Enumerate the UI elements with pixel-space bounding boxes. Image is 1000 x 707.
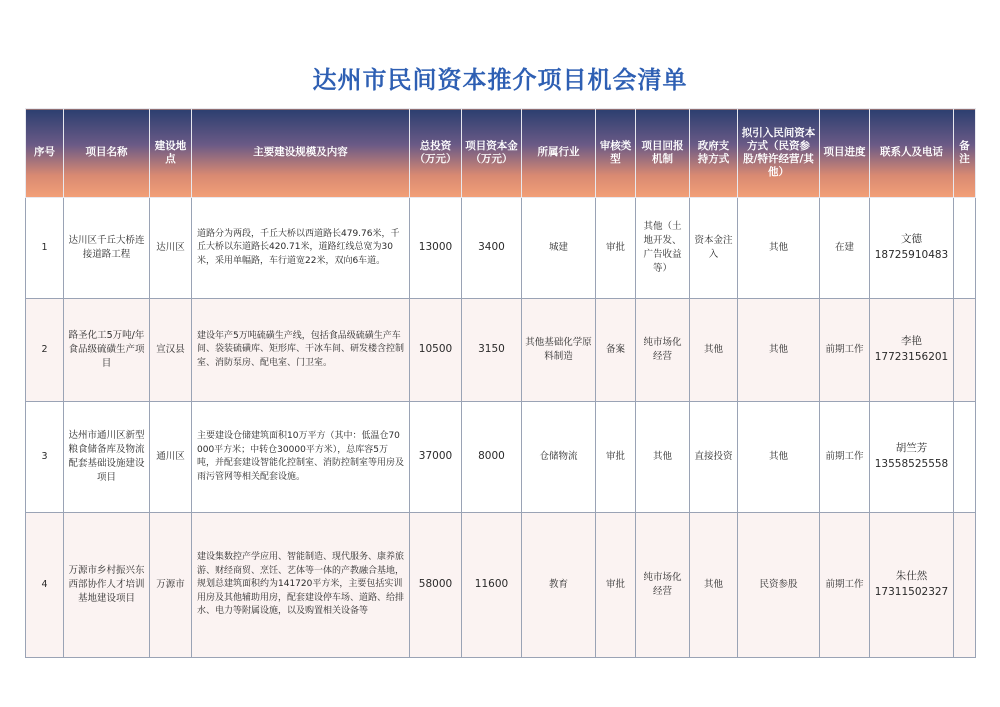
cell-contact: [870, 198, 954, 299]
cell-intro-method: 其他: [738, 402, 820, 513]
cell-remark: [954, 299, 976, 402]
header-name: 项目名称: [64, 109, 150, 198]
cell-contact: [870, 299, 954, 402]
contact-name: 胡竺芳: [895, 442, 928, 455]
cell-progress: 前期工作: [820, 513, 870, 658]
cell-name: 达州市通川区新型粮食储备库及物流配套基础设施建设项目: [64, 402, 150, 513]
cell-scope: 建设年产5万吨硫磺生产线，包括食品级硫磺生产车间、袋装硫磺库、矩形库、干冰车间、研发楼含控制室、消防泵房、配电室、门卫室。: [192, 299, 410, 402]
cell-remark: [954, 198, 976, 299]
cell-location: 宣汉县: [150, 299, 192, 402]
cell-remark: [954, 402, 976, 513]
cell-return-mechanism: 其他（土地开发、广告收益等）: [636, 198, 690, 299]
header-capital: 项目资本金（万元）: [462, 109, 522, 198]
cell-approval: 审批: [596, 198, 636, 299]
project-table: [25, 108, 976, 658]
page-title: 达州市民间资本推介项目机会清单: [312, 66, 688, 94]
contact-name: 朱仕然: [895, 570, 928, 583]
contact-name: 李艳: [901, 335, 922, 348]
cell-remark: [954, 513, 976, 658]
cell-approval: 审批: [596, 402, 636, 513]
cell-contact: [870, 513, 954, 658]
contact-name: 文德: [901, 233, 922, 246]
cell-gov-support: 其他: [690, 299, 738, 402]
cell-name: 万源市乡村振兴东西部协作人才培训基地建设项目: [64, 513, 150, 658]
header-remark: 备注: [954, 109, 976, 198]
contact-phone: 17723156201: [874, 351, 949, 363]
cell-return-mechanism: 纯市场化经营: [636, 299, 690, 402]
contact-phone: 18725910483: [874, 249, 949, 261]
cell-return-mechanism: 其他: [636, 402, 690, 513]
cell-industry: 其他基础化学原料制造: [522, 299, 596, 402]
cell-seq: 2: [26, 299, 64, 402]
cell-return-mechanism: 纯市场化经营: [636, 513, 690, 658]
header-industry: 所属行业: [522, 109, 596, 198]
header-intro-method: 拟引入民间资本方式（民资参股/特许经营/其他）: [738, 109, 820, 198]
header-gov-support: 政府支持方式: [690, 109, 738, 198]
table-row: [26, 513, 976, 658]
table-header-row: [26, 109, 976, 198]
cell-gov-support: 直接投资: [690, 402, 738, 513]
contact-phone: 13558525558: [874, 458, 949, 470]
cell-total-investment: 37000: [410, 402, 462, 513]
cell-progress: 前期工作: [820, 299, 870, 402]
cell-total-investment: 10500: [410, 299, 462, 402]
cell-location: 达川区: [150, 198, 192, 299]
header-progress: 项目进度: [820, 109, 870, 198]
cell-industry: 仓储物流: [522, 402, 596, 513]
table-row: [26, 299, 976, 402]
cell-capital: 3400: [462, 198, 522, 299]
cell-industry: 城建: [522, 198, 596, 299]
cell-gov-support: 其他: [690, 513, 738, 658]
cell-contact: [870, 402, 954, 513]
cell-intro-method: 民资参股: [738, 513, 820, 658]
header-seq: 序号: [26, 109, 64, 198]
cell-seq: 1: [26, 198, 64, 299]
cell-intro-method: 其他: [738, 299, 820, 402]
cell-industry: 教育: [522, 513, 596, 658]
cell-name: 达川区千丘大桥连接道路工程: [64, 198, 150, 299]
header-scope: 主要建设规模及内容: [192, 109, 410, 198]
contact-phone: 17311502327: [874, 586, 949, 598]
cell-scope: 建设集数控产学应用、智能制造、现代服务、康养旅游、财经商贸、烹饪、艺体等一体的产教融合基地，规划总建筑面积约为141720平方米，主要包括实训用房及其他辅助用房，配套建设停车场、道路、给排水、电力等附属设施，以及购置相关设备等: [192, 513, 410, 658]
cell-progress: 前期工作: [820, 402, 870, 513]
cell-seq: 3: [26, 402, 64, 513]
cell-capital: 3150: [462, 299, 522, 402]
cell-location: 万源市: [150, 513, 192, 658]
cell-scope: 主要建设仓储建筑面积10万平方（其中：低温仓70000平方米；中转仓30000平方米），总库容5万吨，并配套建设智能化控制室、消防控制室等用房及雨污管网等相关配套设施。: [192, 402, 410, 513]
cell-name: 路圣化工5万吨/年食品级硫磺生产项目: [64, 299, 150, 402]
cell-approval: 备案: [596, 299, 636, 402]
cell-capital: 8000: [462, 402, 522, 513]
table-row: [26, 402, 976, 513]
cell-gov-support: 资本金注入: [690, 198, 738, 299]
cell-seq: 4: [26, 513, 64, 658]
header-location: 建设地点: [150, 109, 192, 198]
cell-progress: 在建: [820, 198, 870, 299]
cell-capital: 11600: [462, 513, 522, 658]
header-total-investment: 总投资（万元）: [410, 109, 462, 198]
header-contact: 联系人及电话: [870, 109, 954, 198]
cell-scope: 道路分为两段，千丘大桥以西道路长479.76米，千丘大桥以东道路长420.71米，道路红线总宽为30米，采用单幅路，车行道宽22米，双向6车道。: [192, 198, 410, 299]
header-return-mechanism: 项目回报机制: [636, 109, 690, 198]
cell-total-investment: 13000: [410, 198, 462, 299]
cell-location: 通川区: [150, 402, 192, 513]
table-row: [26, 198, 976, 299]
cell-intro-method: 其他: [738, 198, 820, 299]
cell-total-investment: 58000: [410, 513, 462, 658]
header-approval: 审核类型: [596, 109, 636, 198]
cell-approval: 审批: [596, 513, 636, 658]
